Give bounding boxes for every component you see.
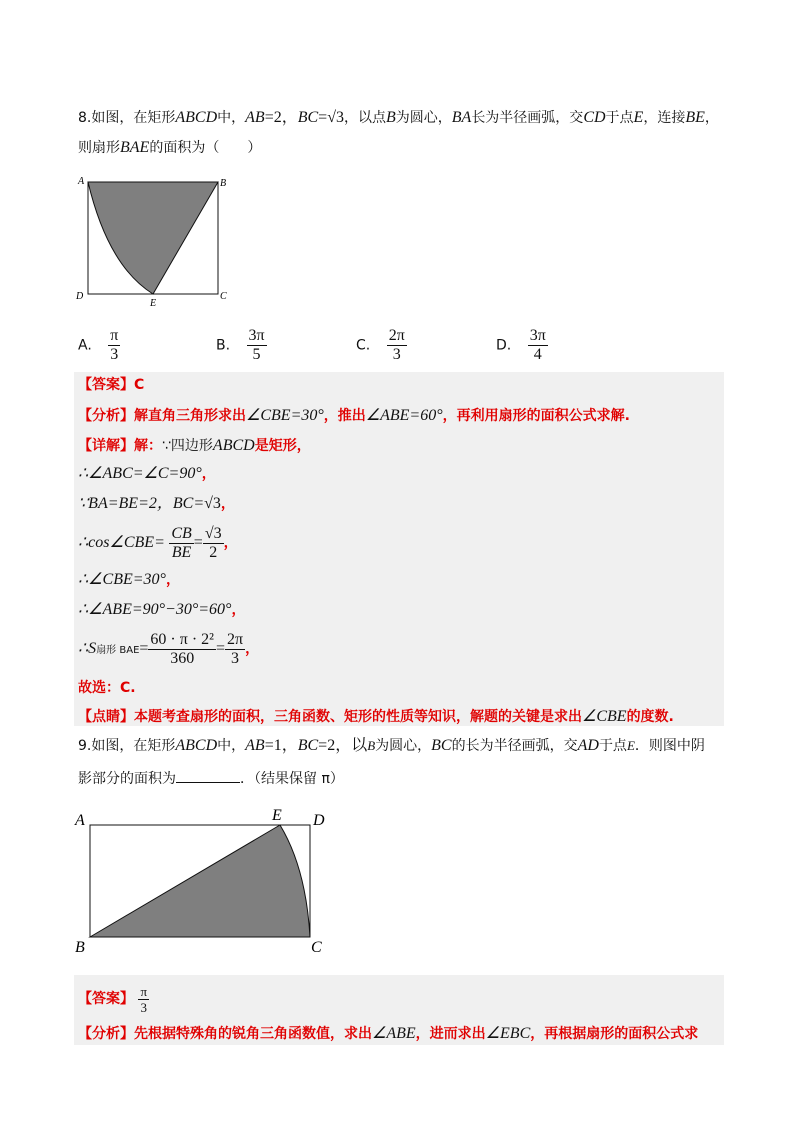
q8-text: ，以点 [343,110,386,126]
q8-option-d[interactable] [496,327,548,364]
step-comma: ， [201,466,216,482]
comment-text: 的度数. [626,709,674,725]
q8-math-b: B [385,109,396,126]
q9-text: 如图，在矩形 [91,738,176,754]
q8-math-ab: AB [245,109,265,126]
q9-text: 中， [217,738,246,754]
analysis-tag: 【分析】 [78,408,134,424]
q8-math-bae: BAE [120,139,150,156]
q9-shaded-sector [90,825,310,937]
q8-figure [70,170,240,310]
q8-math-ba: BA [451,109,472,126]
fraction-num: √3 [204,524,222,542]
option-fraction [247,327,267,364]
q8-text: = [318,109,328,126]
q9-text: 于点 [598,738,627,754]
step-equals: = [215,640,225,657]
fraction-num: 3π [529,327,546,344]
q9-text: 为圆心， [375,738,432,754]
step-comma: ， [223,535,238,551]
step-math: ∴cos∠CBE= [78,534,165,551]
q8-text: =2， [264,109,298,126]
q9-math: BC [297,737,319,754]
step-math: ∴∠ABC=∠C=90° [78,465,202,482]
answer-blank[interactable] [176,768,240,783]
q9-math: E [626,738,635,753]
analysis-math: ∠EBC [485,1025,531,1042]
detail-text: 是矩形， [254,438,311,454]
q8-shaded-sector [88,182,218,294]
detail-text: 解： [134,438,162,454]
answer-value: C [134,377,145,393]
fraction-den: 3 [225,649,245,668]
detail-text: ∵四边形 [162,438,213,454]
answer-tag: 【答案】 [78,377,134,393]
comment-text: 本题考查扇形的面积，三角函数、矩形的性质等知识，解题的关键是求出 [134,709,582,725]
option-letter: A. [78,337,92,354]
fraction-den: 3 [108,345,120,364]
analysis-math: ∠CBE=30° [246,407,324,424]
analysis-text: ，再利用扇形的面积公式求解. [442,408,630,424]
q9-line1 [78,736,705,756]
q8-step5 [78,600,245,620]
q8-text: 的面积为（ ） [149,140,262,156]
q8-analysis [78,406,630,426]
q8-text: 如图，在矩形 [91,110,176,126]
step6-fraction2 [225,631,245,668]
q9-number: 9. [78,738,92,754]
q8-text: 中， [217,110,246,126]
step-equals: = [139,640,149,657]
q9-math: B [367,738,376,753]
q8-answer [78,375,144,395]
q8-step6 [78,630,259,670]
fraction-den: BE [169,543,193,562]
q8-label-c: C [220,291,227,302]
q8-math-e: E [633,109,644,126]
q8-step1 [78,464,216,484]
q9-label-c: C [311,939,322,956]
q9-text: ．则图中阴 [634,738,705,754]
q9-label-b: B [75,939,85,956]
q8-text: 则扇形 [78,140,120,156]
comment-tag: 【点睛】 [78,709,134,725]
step-comma: ， [165,572,180,588]
answer-tag: 【答案】 [78,991,134,1007]
q8-line1 [78,108,719,128]
q8-text: 长为半径画弧，交 [471,110,584,126]
step-math: ∴∠ABE=90°−30°=60° [78,601,232,618]
option-letter: C. [356,337,371,354]
q8-text: 为圆心， [395,110,452,126]
fraction-num: 3π [248,327,265,344]
analysis-math: ∠ABE=60° [365,407,443,424]
q8-step2 [78,494,235,514]
step3-fraction1 [169,525,193,562]
q8-label-e: E [150,298,157,309]
q8-label-a: A [78,176,85,187]
fraction-den: 5 [247,345,267,364]
q9-text: =1， [264,737,298,754]
option-fraction [528,327,548,364]
q8-text: 于点 [605,110,634,126]
fraction-num: 60 · π · 2² [150,630,214,648]
fraction-num: π [140,983,148,999]
q9-text: 的长为半径画弧，交 [451,738,578,754]
fraction-den: 3 [387,345,407,364]
fraction-den: 360 [148,649,216,668]
analysis-text: 解直角三角形求出 [134,408,246,424]
q9-analysis [78,1024,698,1044]
step-comma: ， [245,641,260,657]
step6-fraction1 [148,631,216,668]
choose-text: 故选：C. [78,680,136,696]
q9-text: 影部分的面积为 [78,771,176,787]
q8-step4 [78,570,180,590]
analysis-text: ，进而求出 [415,1026,486,1042]
fraction-den: 4 [528,345,548,364]
step-comma: ， [231,602,246,618]
option-fraction [108,327,120,364]
q8-step3 [78,524,238,562]
q9-figure [70,800,340,962]
option-letter: D. [496,337,512,354]
option-letter: B. [216,337,231,354]
q8-option-a[interactable] [78,327,120,364]
analysis-tag: 【分析】 [78,1026,134,1042]
q8-choose [78,678,136,698]
comment-math: ∠CBE [582,708,627,725]
fraction-den: 2 [203,543,224,562]
q8-sqrt3: √3 [327,109,344,126]
q8-math-be: BE [685,109,705,126]
fraction-num: 2π [388,327,405,344]
step-math: ∴S [78,640,97,657]
step3-fraction2 [203,525,224,562]
q8-label-b: B [220,178,227,189]
q8-math-bc: BC [297,109,319,126]
analysis-math: ∠ABE [372,1025,416,1042]
q9-label-d: D [313,812,325,829]
q9-answer-fraction [138,984,149,1015]
analysis-text: ，再根据扇形的面积公式求 [530,1026,699,1042]
q8-detail [78,436,311,456]
q9-answer [78,982,149,1016]
q9-math: AB [245,737,265,754]
q8-math-cd: CD [583,109,606,126]
q9-math: AD [577,737,599,754]
q8-comment [78,707,674,727]
fraction-num: CB [171,524,192,542]
fraction-den: 3 [138,999,149,1015]
fraction-num: π [110,327,119,344]
detail-tag: 【详解】 [78,438,134,454]
step-subscript: 扇形 BAE [96,645,140,656]
fraction-num: 2π [226,630,244,648]
step-math: ∴∠CBE=30° [78,571,166,588]
detail-math: ABCD [212,437,255,454]
step-math: ∵BA=BE=2，BC= [78,495,205,512]
q9-label-a: A [75,812,85,829]
q9-text: =2，以 [318,737,368,754]
step-sqrt: √3 [204,495,221,512]
q8-line2 [78,138,261,158]
q8-label-d: D [76,291,84,302]
step-equals: = [193,534,203,551]
q8-text: ，连接 [643,110,686,126]
q8-option-b[interactable] [216,327,267,364]
option-fraction [387,327,407,364]
step-comma: ， [220,496,235,512]
q9-math: ABCD [175,737,218,754]
analysis-text: 先根据特殊角的锐角三角函数值，求出 [134,1026,372,1042]
q8-number: 8. [78,110,92,126]
q9-math: BC [431,737,452,754]
q8-option-c[interactable] [356,327,407,364]
q8-math-abcd: ABCD [175,109,218,126]
q9-label-e: E [272,807,282,824]
analysis-text: ，推出 [323,408,366,424]
q9-text: ．（结果保留 π） [240,771,344,787]
q9-line2 [78,768,344,789]
q8-text: ， [704,110,719,126]
